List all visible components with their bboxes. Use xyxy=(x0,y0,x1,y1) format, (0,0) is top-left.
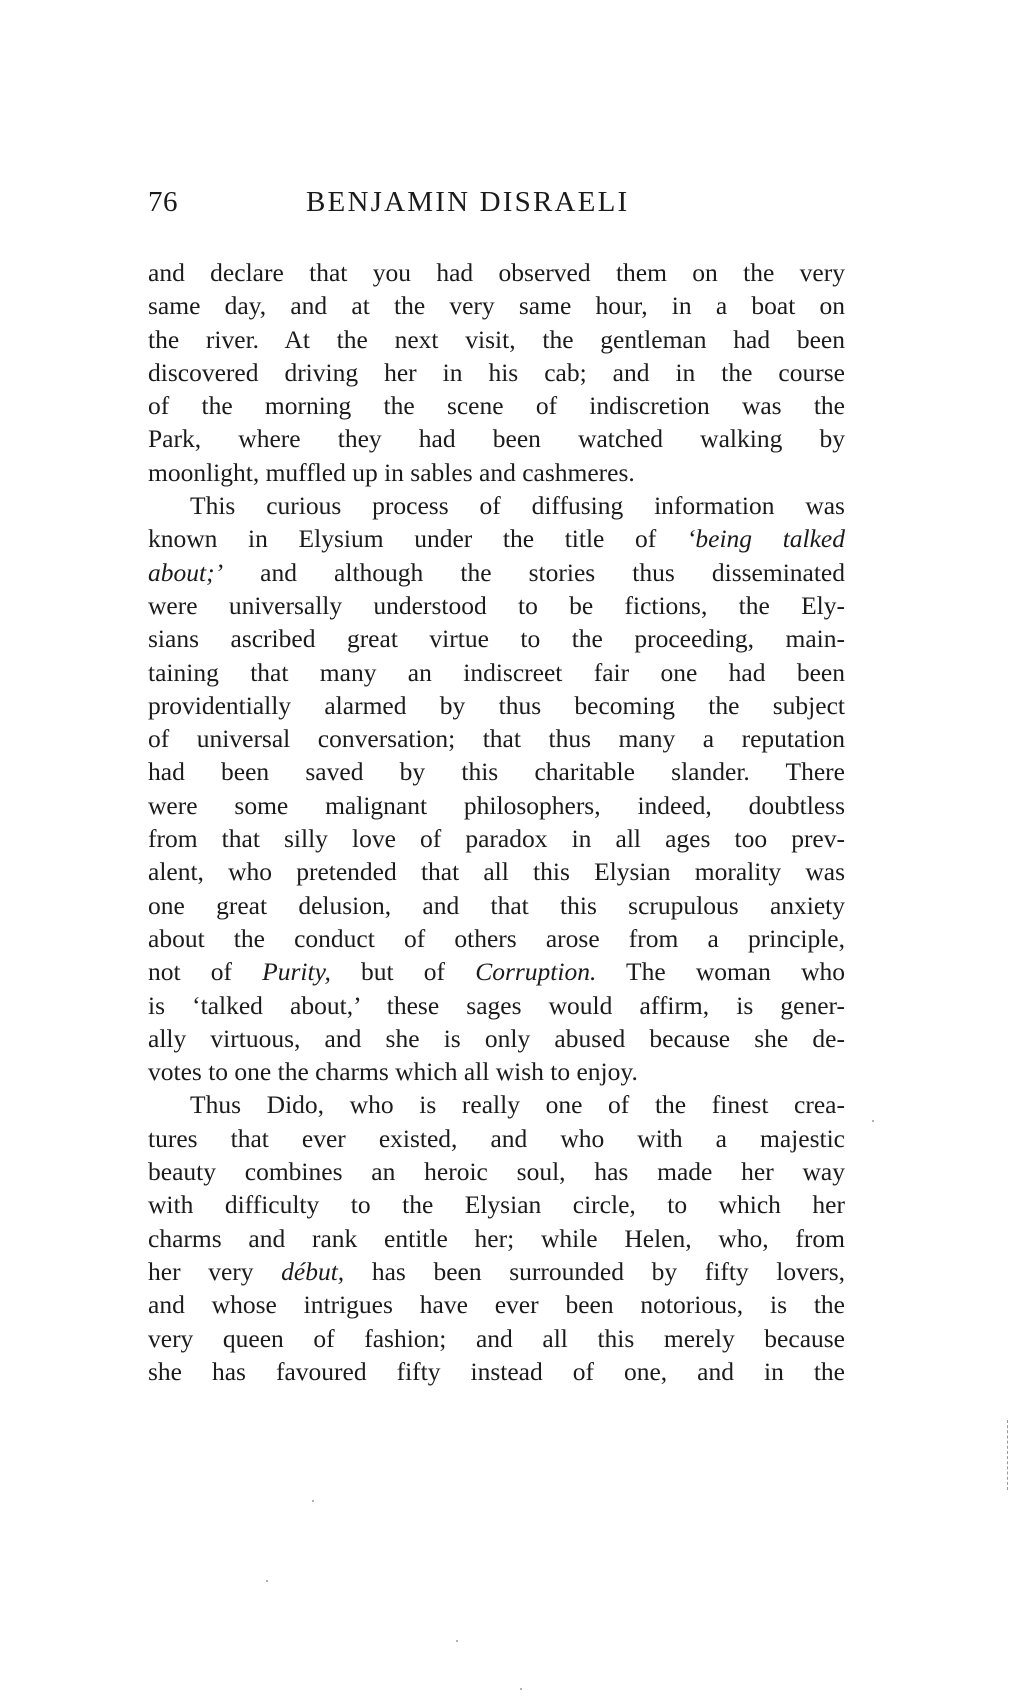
italic-text: Corruption. xyxy=(475,957,597,987)
text-line xyxy=(148,889,845,922)
running-header xyxy=(148,186,848,230)
text-run: tures that ever existed, and who with a majestic xyxy=(148,1123,845,1153)
text-run: providentially alarmed by thus becoming the subject xyxy=(148,690,845,720)
text-run: were some malignant philosophers, indeed, doubtless xyxy=(148,790,845,820)
italic-text: ‘being talked xyxy=(686,524,846,554)
text-run: not of xyxy=(148,957,263,987)
text-line xyxy=(148,1322,845,1355)
text-line xyxy=(148,1055,845,1088)
text-line xyxy=(148,589,845,622)
text-line xyxy=(148,722,845,755)
text-line xyxy=(148,1222,845,1255)
text-run: about the conduct of others arose from a principle, xyxy=(148,923,845,953)
text-line xyxy=(148,822,845,855)
text-run: The woman who xyxy=(596,957,846,987)
text-run: charms and rank entitle her; while Helen, who, from xyxy=(148,1223,845,1253)
text-line xyxy=(148,922,845,955)
text-run: and although the stories thus disseminated xyxy=(223,557,845,587)
text-run: This curious process of diffusing information was xyxy=(190,491,845,521)
text-run: discovered driving her in his cab; and in the course xyxy=(148,357,845,387)
page-edge-mark xyxy=(1007,1420,1009,1490)
text-run: but of xyxy=(330,957,476,987)
text-run: she has favoured fifty instead of one, and in the xyxy=(148,1356,845,1386)
text-run: has been surrounded by fifty lovers, xyxy=(344,1256,845,1286)
text-run: very queen of fashion; and all this merely because xyxy=(148,1323,845,1353)
text-line xyxy=(148,789,845,822)
page-number: 76 xyxy=(148,186,178,218)
text-run: beauty combines an heroic soul, has made her way xyxy=(148,1157,845,1187)
text-run: ally virtuous, and she is only abused because she de- xyxy=(148,1023,845,1053)
text-line xyxy=(148,1255,845,1288)
text-run: were universally understood to be fictions, the Ely- xyxy=(148,590,845,620)
text-line xyxy=(148,556,845,589)
text-line xyxy=(148,1155,845,1188)
text-line xyxy=(148,656,845,689)
text-line xyxy=(148,1122,845,1155)
text-run: the river. At the next visit, the gentleman had been xyxy=(148,324,845,354)
body-text xyxy=(148,256,845,1388)
text-run: her very xyxy=(148,1256,282,1286)
paper-speck xyxy=(872,1120,874,1122)
text-run: of universal conversation; that thus many a reputation xyxy=(148,724,845,754)
text-run: had been saved by this charitable slander. There xyxy=(148,757,845,787)
text-line xyxy=(148,1088,845,1121)
text-line xyxy=(148,456,845,489)
text-line xyxy=(148,389,845,422)
paper-speck xyxy=(520,1688,522,1690)
text-line xyxy=(148,1288,845,1321)
text-run: known in Elysium under the title of xyxy=(148,524,687,554)
text-run: is ‘talked about,’ these sages would affirm, is gener- xyxy=(148,990,845,1020)
text-run: one great delusion, and that this scrupulous anxiety xyxy=(148,890,845,920)
text-line xyxy=(148,356,845,389)
text-line xyxy=(148,1355,845,1388)
text-run: taining that many an indiscreet fair one had been xyxy=(148,657,845,687)
text-line xyxy=(148,955,845,988)
text-line xyxy=(148,622,845,655)
text-line xyxy=(148,1188,845,1221)
text-run: and whose intrigues have ever been notorious, is the xyxy=(148,1290,845,1320)
text-line xyxy=(148,323,845,356)
text-run: same day, and at the very same hour, in a boat on xyxy=(148,291,845,321)
text-run: of the morning the scene of indiscretion was the xyxy=(148,391,845,421)
text-run: sians ascribed great virtue to the proceeding, main- xyxy=(148,624,845,654)
text-run: and declare that you had observed them on the very xyxy=(148,258,845,287)
text-run: votes to one the charms which all wish to enjoy. xyxy=(148,1057,638,1087)
text-line xyxy=(148,289,845,322)
text-line xyxy=(148,689,845,722)
paper-speck xyxy=(266,1580,268,1582)
text-line xyxy=(148,422,845,455)
text-run: alent, who pretended that all this Elysian morality was xyxy=(148,857,845,887)
text-run: from that silly love of paradox in all ages too prev- xyxy=(148,824,845,854)
italic-text: Purity, xyxy=(262,957,331,987)
text-run: Thus Dido, who is really one of the finest crea- xyxy=(190,1090,845,1120)
running-title: BENJAMIN DISRAELI xyxy=(306,186,630,218)
text-line xyxy=(148,522,845,555)
text-line xyxy=(148,1022,845,1055)
text-run: with difficulty to the Elysian circle, to which her xyxy=(148,1190,845,1220)
italic-text: début, xyxy=(281,1256,345,1286)
text-line xyxy=(148,989,845,1022)
paper-speck xyxy=(456,1640,458,1642)
text-line xyxy=(148,489,845,522)
text-run: Park, where they had been watched walking by xyxy=(148,424,845,454)
italic-text: about;’ xyxy=(148,557,224,587)
text-line xyxy=(148,755,845,788)
text-line xyxy=(148,855,845,888)
text-run: moonlight, muffled up in sables and cashmeres. xyxy=(148,457,635,487)
paper-speck xyxy=(312,1500,314,1502)
text-line xyxy=(148,256,845,289)
